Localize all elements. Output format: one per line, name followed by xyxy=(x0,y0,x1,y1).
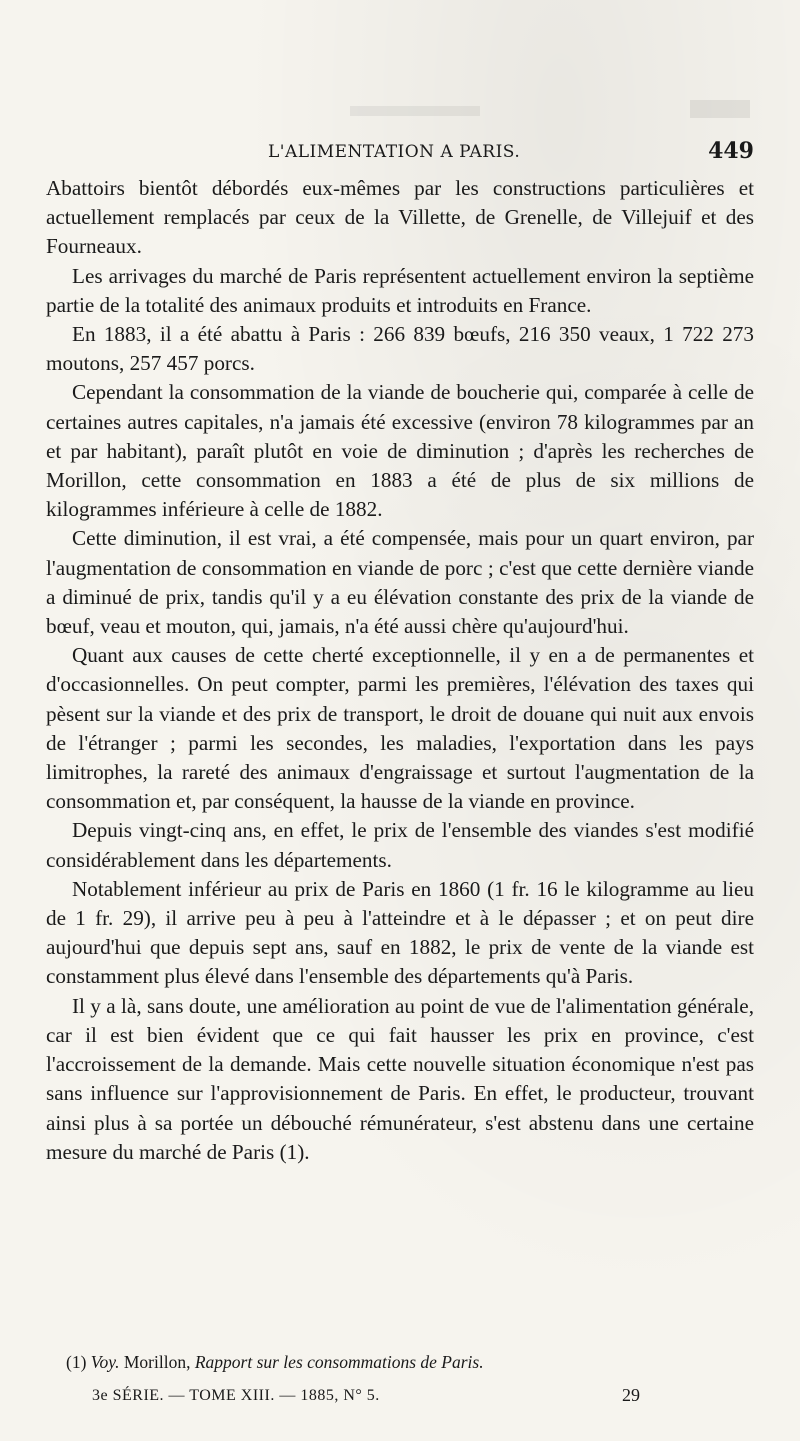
paragraph: En 1883, il a été abattu à Paris : 266 839 bœufs, 216 350 veaux, 1 722 273 moutons, 257 457 porcs. xyxy=(46,322,754,376)
paragraph: Cette diminution, il est vrai, a été compensée, mais pour un quart environ, par l'augmentation de consommation en viande de porc ; c'est que cette dernière viande a diminué de prix, tandis qu'il y a eu élévation constante des prix de la viande de bœuf, veau et mouton, qui, jamais, n'a été aussi chère qu'aujourd'hui. xyxy=(46,526,754,639)
footnote xyxy=(66,1352,726,1373)
paragraph: Notablement inférieur au prix de Paris en 1860 (1 fr. 16 le kilogramme au lieu de 1 fr. 29), il arrive peu à peu à l'atteindre et à le dépasser ; et on peut dire aujourd'hui que depuis sept ans, sauf en 1882, le prix de vente de la viande est constamment plus élevé dans l'ensemble des départements qu'à Paris. xyxy=(46,876,754,989)
running-header xyxy=(46,138,754,172)
series-volume-line: 3e SÉRIE. — TOME XIII. — 1885, N° 5. xyxy=(92,1387,380,1404)
show-through-text xyxy=(250,94,770,134)
show-through-smudge-icon xyxy=(250,94,770,134)
paragraph: Les arrivages du marché de Paris représentent actuellement environ la septième partie de la totalité des animaux produits et introduits en France. xyxy=(46,263,754,317)
footnote-prefix: Voy. xyxy=(90,1352,120,1372)
signature-number: 29 xyxy=(622,1385,640,1405)
printer-signature xyxy=(92,1387,692,1411)
body-text xyxy=(46,174,754,1167)
footnote-title: Rapport sur les consommations de Paris. xyxy=(194,1352,484,1372)
paragraph: Il y a là, sans doute, une amélioration au point de vue de l'alimentation générale, car il est bien évident que ce qui fait hausser les prix en province, c'est l'accroissement de la demande. Mais cette nouvelle situation économique n'est pas sans influence sur l'approvisionnement de Paris. En effet, le producteur, trouvant ainsi plus à sa portée un débouché rémunérateur, s'est abstenu dans une certaine mesure du marché de Paris (1). xyxy=(46,993,754,1164)
paragraph: Cependant la consommation de la viande de boucherie qui, comparée à celle de certaines autres capitales, n'a jamais été excessive (environ 78 kilogrammes par an et par habitant), paraît plutôt en voie de diminution ; d'après les recherches de Morillon, cette consommation en 1883 a été de plus de six millions de kilogrammes inférieure à celle de 1882. xyxy=(46,380,754,522)
page-number: 449 xyxy=(708,138,754,164)
paragraph: Abattoirs bientôt débordés eux-mêmes par les constructions particulières et actuellement remplacés par ceux de la Villette, de Grenelle, de Villejuif et des Fourneaux. xyxy=(46,176,754,259)
paragraph: Quant aux causes de cette cherté exceptionnelle, il y en a de permanentes et d'occasionnelles. On peut compter, parmi les premières, l'élévation des taxes qui pèsent sur la viande et des prix de transport, le droit de douane qui nuit aux envois de l'étranger ; parmi les secondes, les maladies, l'exportation dans les pays limitrophes, la rareté des animaux d'engraissage et surtout l'augmentation de la consommation et, par conséquent, la hausse de la viande en province. xyxy=(46,643,754,814)
paragraph: Depuis vingt-cinq ans, en effet, le prix de l'ensemble des viandes s'est modifié considérablement dans les départements. xyxy=(46,818,754,872)
footnote-marker: (1) xyxy=(66,1352,87,1372)
running-title: L'ALIMENTATION A PARIS. xyxy=(268,142,521,162)
footnote-author: Morillon, xyxy=(123,1352,191,1372)
